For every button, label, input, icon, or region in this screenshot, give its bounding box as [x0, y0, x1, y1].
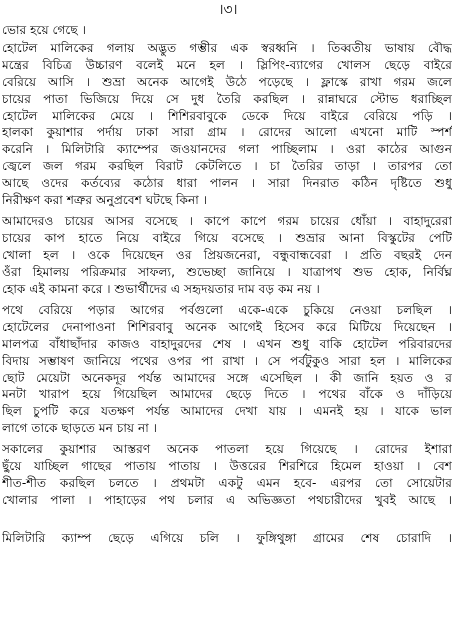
text-line: মন্ত্রের বিচিত্র উচ্চারণ বলেই মনে হল । স্লিপিং-ব্যাগের খোলস ছেড়ে বাইরে: [2, 57, 452, 72]
paragraph-2: [2, 40, 452, 209]
text-line: খোলা হল । ওকে দিয়েছেন ওর প্রিয়জনেরা, বন্ধুবান্ধবেরা । প্রতি বছরই দেন: [2, 247, 452, 262]
text-line: সকালের কুয়াশার আস্তরণ অনেক পাতলা হয়ে গিয়েছে । রোদের ইশারা: [2, 442, 452, 456]
text-line: মনটা খারাপ হয়ে গিয়েছিল আমাদের ছেড়ে দিতে । পথের বাঁকে ও দাঁড়িয়ে: [2, 387, 452, 402]
text-line: নিরীক্ষণ করা শত্রুর অনুপ্রবেশ ঘটছে কিনা ।: [2, 193, 208, 208]
text-line: হোটেল মালিকের মেয়ে । শিশিরবাবুকে ডেকে দিয়ে বাইরে বেরিয়ে পড়ি ।: [2, 108, 452, 123]
text-line: হোটেলের দেনাপাওনা শিশিরবাবু অনেক আগেই হিসেব করে মিটিয়ে দিয়েছেন ।: [2, 319, 452, 334]
text-line: ওঁরা হিমালয় পরিক্রমার সাফল্য, শুভেচ্ছা জানিয়ে । যাত্রাপথ শুভ হোক, নির্বিঘ্ন: [2, 264, 452, 279]
text-line: ভোর হয়ে গেছে ।: [2, 23, 86, 37]
text-line: আমাদেরও চায়ের আসর বসেছে । কাপে কাপে গরম চায়ের ধোঁয়া । বাহাদুরেরা: [2, 214, 452, 228]
paragraph-3: [2, 213, 452, 297]
page-number: ।৩।: [218, 2, 238, 18]
text-line: ছোট মেয়েটা অনেকদূর পর্যন্ত আমাদের সঙ্গে এসেছিল । কী জানি হয়ত ও র: [2, 370, 452, 385]
text-line: পথে বেরিয়ে পড়ার আগের পর্বগুলো একে-একে চুকিয়ে নেওয়া চলছিল ।: [2, 303, 452, 317]
text-line: বিদায় সম্ভাষণ জানিয়ে পথের ওপর পা রাখা । সে পর্বটুকুও সারা হল । মালিকের: [2, 353, 452, 368]
text-line: লাগে তাকে ছাড়তে মন চায় না ।: [2, 421, 158, 436]
text-line: করেনি । মিলিটারি ক্যাম্পের জওয়ানদের গলা পাচ্ছিলাম । ওরা কাঠের আগুন: [2, 142, 452, 157]
text-line: হোটেল মালিকের গলায় অদ্ভুত গম্ভীর এক স্বরধ্বনি । তিব্বতীয় ভাষায় বৌদ্ধ: [2, 41, 452, 55]
paragraph-1: [2, 22, 452, 39]
paragraph-6: [2, 530, 452, 547]
text-line: আছে ওদের কর্তব্যের কঠোর ধারা পালন । সারা দিনরাত কঠিন দৃষ্টিতে শুধু: [2, 176, 452, 191]
text-line: মিলিটারি ক্যাম্প ছেড়ে এগিয়ে চলি । ফুঙ্গিথুঙ্গা গ্রামের শেষ চোরাদি ।: [2, 531, 452, 545]
text-line: হোক এই কামনা করে । শুভার্থীদের এ সহৃদয়তার দাম বড় কম নয় ।: [2, 281, 320, 296]
text-line: ছিল চুপটি করে যতক্ষণ পর্যন্ত আমাদের দেখা যায় । এমনই হয় । যাকে ভাল: [2, 404, 452, 419]
text-line: চায়ের কাপ হাতে নিয়ে বাইরে গিয়ে বসেছে । শুভ্রার আনা বিস্কুটের পেটি: [2, 230, 452, 245]
text-line: শীত-শীত করছিল চলতে । প্রথমটা একটু এমন হবে- এরপর তো সোয়েটার: [2, 475, 452, 490]
text-line: চায়ের পাতা ভিজিয়ে দিয়ে সে দুধ তৈরি করছিল । রান্নাঘরে স্টোভ ধরাচ্ছিল: [2, 91, 452, 106]
text-line: মালপত্র বাঁধাছাঁদার কাজও বাহাদুরদের শেষ । এখন শুধু বাকি হোটেল পরিবারদের: [2, 336, 452, 351]
text-line: হালকা কুয়াশার পর্দায় ঢাকা সারা গ্রাম । রোদের আলো এখনো মাটি স্পর্শ: [2, 125, 452, 140]
text-line: খোলার পালা । পাহাড়ের পথ চলার এ অভিজ্ঞতা পথচারীদের খুবই আছে ।: [2, 492, 452, 507]
text-line: ছুঁয়ে যাচ্ছিল গাছের পাতায় পাতায় । উত্তরের শিরশিরে হিমেল হাওয়া । বেশ: [2, 458, 452, 473]
text-line: বেরিয়ে আসি । শুভ্রা অনেক আগেই উঠে পড়েছে । ফ্লাস্কে রাখা গরম জলে: [2, 74, 452, 89]
paragraph-4: [2, 302, 452, 437]
text-line: জ্বেলে জল গরম করছিল বিরাট কেটলিতে । চা তৈরির তাড়া । তারপর তো: [2, 159, 452, 174]
paragraph-5: [2, 441, 452, 509]
